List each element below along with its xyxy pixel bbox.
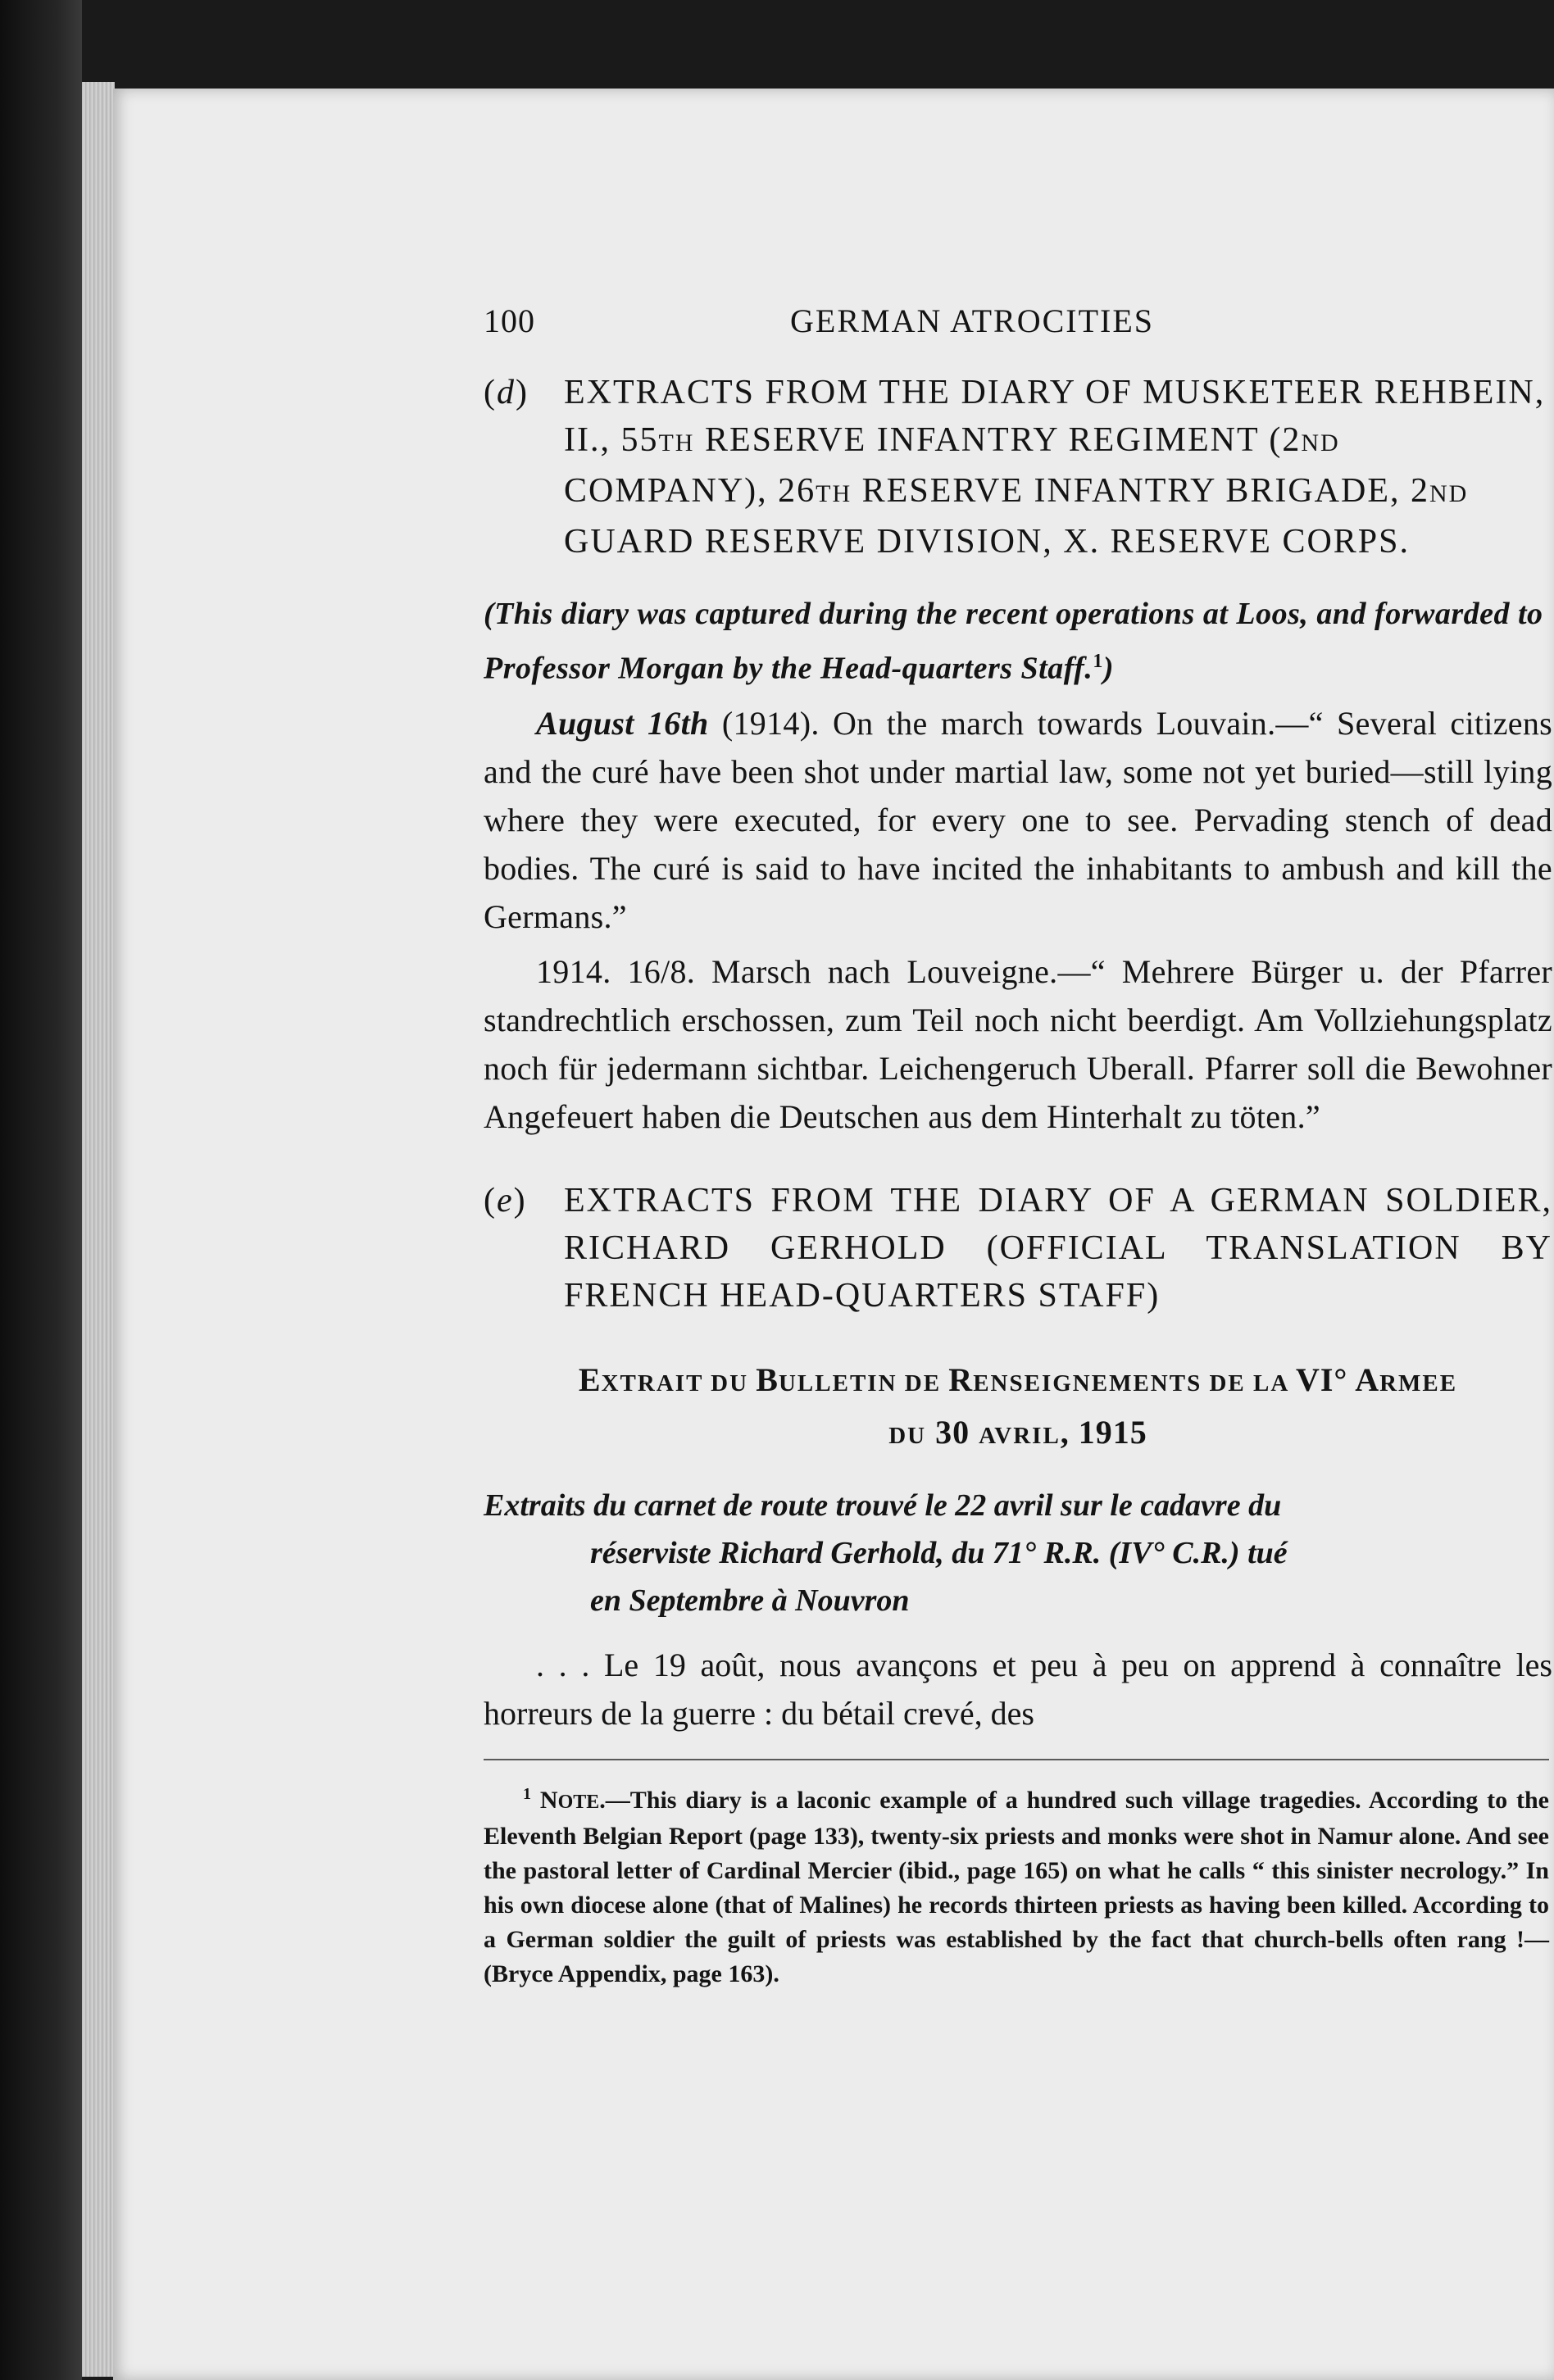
page-content — [372, 302, 1552, 1992]
running-title: GERMAN ATROCITIES — [790, 302, 1155, 339]
footnote-ref: 1 — [1093, 651, 1103, 672]
footnote-divider — [484, 1759, 1549, 1760]
footnote-number: 1 — [523, 1784, 531, 1803]
page-number: 100 — [484, 302, 535, 339]
extraits-line-3: en Septembre à Nouvron — [590, 1583, 910, 1618]
book-page-edges — [82, 82, 115, 2377]
french-diary-text: . . . Le 19 août, nous avançons et peu à peu on apprend à connaître les horreurs de la guerre : du bétail crevé, des — [484, 1646, 1552, 1732]
entry-date: August 16th — [536, 704, 709, 742]
extraits-caption — [484, 1482, 1552, 1624]
bulletin-line-2: DU 30 AVRIL, 1915 — [888, 1413, 1147, 1451]
running-head — [372, 302, 1552, 351]
bulletin-line-1: EXTRAIT DU BULLETIN DE RENSEIGNEMENTS DE LA VI° ARMEE — [578, 1360, 1458, 1398]
bulletin-heading — [484, 1356, 1552, 1460]
diary-entry-english: August 16th (1914). On the march towards Louvain.—“ Several citizens and the curé have been shot under martial law, some not yet buried—still lying where they were executed, for every one to see. Pervading stench of dead bodies. The curé is said to have incited the inhabitants to ambush and kill the Germans.” — [484, 704, 1552, 935]
diary-entry-german: 1914. 16/8. Marsch nach Louveigne.—“ Mehrere Bürger u. der Pfarrer standrechtlich erschossen, zum Teil noch nicht beerdigt. Am Vollziehungsplatz noch für jedermann sichtbar. Leichengeruch Uberall. Pfarrer soll die Bewohner Angefeuert haben die Deutschen aus dem Hinterhalt zu töten.” — [484, 952, 1552, 1135]
footnote-text: .—This diary is a laconic example of a hundred such village tragedies. According to the Eleventh Belgian Report (page 133), twenty-six priests and monks were shot in Namur alone. And see the pastoral letter of Cardinal Mercier (ibid., page 165) on what he calls “ this sinister necrology.” In his own diocese alone (that of Malines) he records thirteen priests as having been killed. According to a German soldier the guilt of priests was established by the fact that church-bells often rang !—(Bryce Appendix, page 163). — [484, 1786, 1549, 1987]
section-d-capture-note: (This diary was captured during the recent operations at Loos, and forwarded to Professor Morgan by the Head-quarters Staff.$^1$) — [484, 597, 1543, 686]
book-page — [113, 89, 1554, 2380]
footnote: $^1$ NOTE.—This diary is a laconic example of a hundred such village tragedies. According to the Eleventh Belgian Report (page 133), twenty-six priests and monks were shot in Namur alone. And see the pastoral letter of Cardinal Mercier (ibid., page 165) on what he calls “ this sinister necrology.” In his own diocese alone (that of Malines) he records thirteen priests as having been killed. According to a German soldier the guilt of priests was established by the fact that church-bells often rang !—(Bryce Appendix, page 163). — [484, 1784, 1549, 1987]
section-e-title: EXTRACTS FROM THE DIARY OF A GERMAN SOLDIER, RICHARD GERHOLD (OFFICIAL TRANSLATION BY FRENCH HEAD-QUARTERS STAFF) — [564, 1181, 1552, 1315]
section-e-label: (e) — [484, 1181, 527, 1220]
section-d-label: (d) — [484, 374, 529, 411]
scan-dark-edge — [0, 0, 82, 2380]
section-d-heading — [372, 369, 1552, 565]
section-d-title: EXTRACTS FROM THE DIARY OF MUSKETEER REHBEIN, II., 55TH RESERVE INFANTRY REGIMENT (2ND COMPANY), 26TH RESERVE INFANTRY BRIGADE, 2ND GUARD RESERVE DIVISION, X. RESERVE CORPS. — [564, 374, 1546, 561]
section-e-heading — [372, 1177, 1552, 1319]
extraits-line-1: Extraits du carnet de route trouvé le 22 avril sur le cadavre du — [484, 1488, 1282, 1523]
extraits-line-2: réserviste Richard Gerhold, du 71° R.R. (IV° C.R.) tué — [590, 1535, 1288, 1570]
